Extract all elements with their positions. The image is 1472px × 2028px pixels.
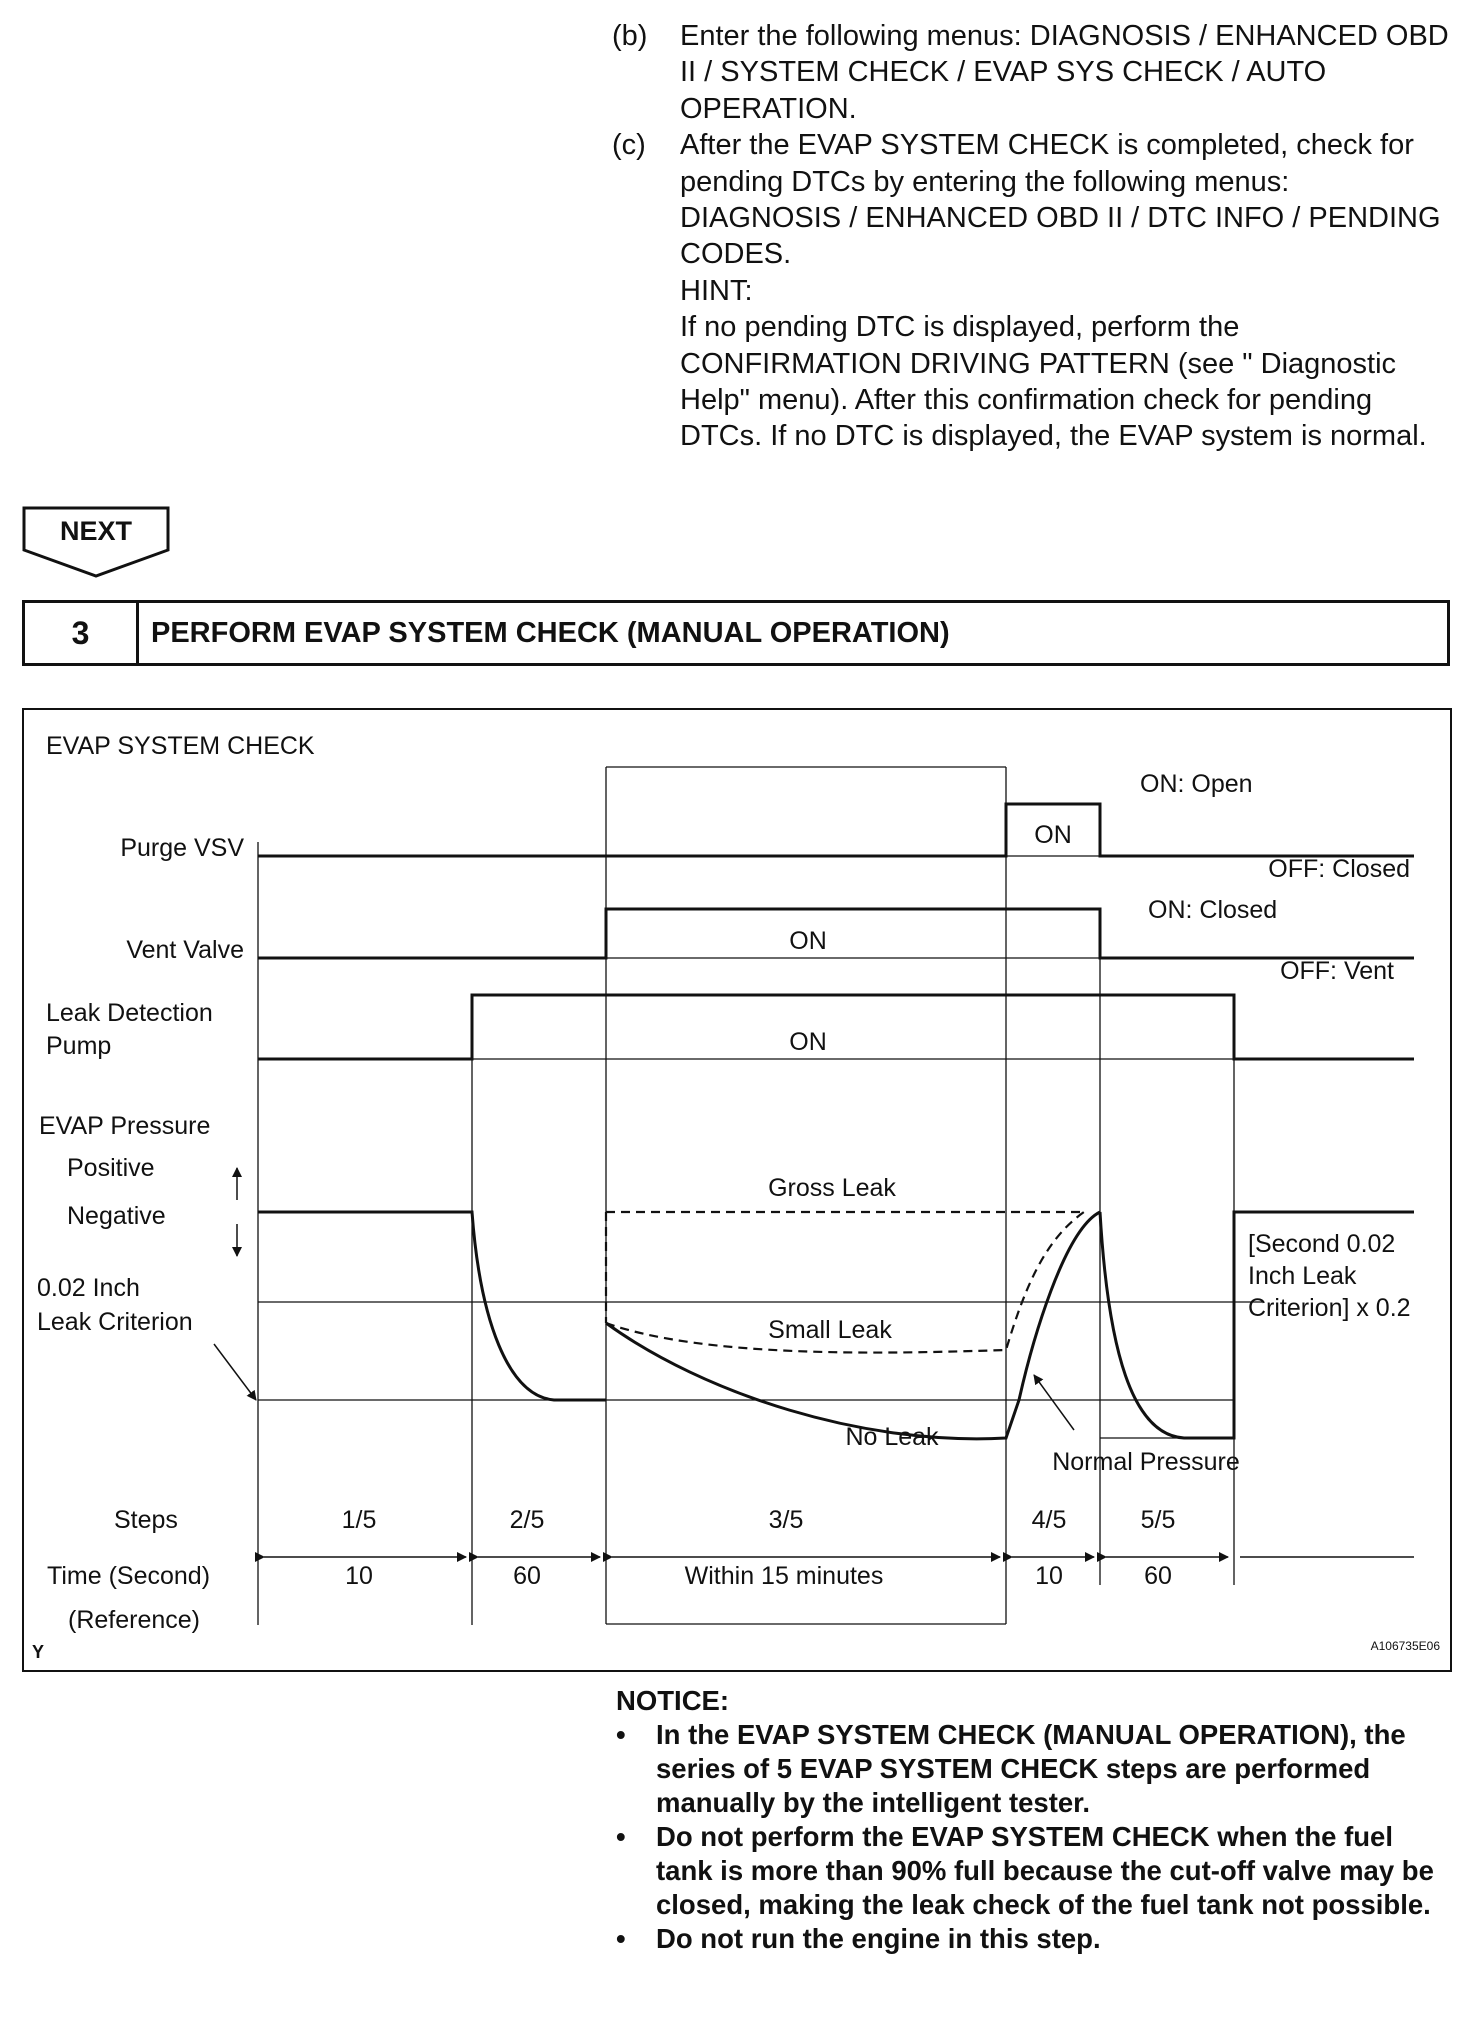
- purge-on-label: ON: [1034, 821, 1072, 849]
- no-leak-label: No Leak: [845, 1423, 939, 1451]
- step-b: [612, 18, 1452, 127]
- step-value: 2/5: [509, 1506, 545, 1534]
- second-criterion-1: [Second 0.02: [1248, 1230, 1396, 1258]
- corner-mark: Y: [32, 1642, 45, 1662]
- section-header: [22, 600, 1450, 666]
- step-value: 3/5: [768, 1506, 804, 1534]
- positive-label: Positive: [67, 1154, 155, 1182]
- negative-label: Negative: [67, 1202, 166, 1230]
- list-item: [616, 1922, 1456, 1956]
- on-open-label: ON: Open: [1140, 770, 1253, 798]
- notice-text: Do not run the engine in this step.: [656, 1923, 1101, 1954]
- step-c: [612, 127, 1452, 455]
- time-value: 10: [1035, 1562, 1063, 1590]
- step-value: 4/5: [1031, 1506, 1067, 1534]
- step-text: Enter the following menus: DIAGNOSIS / ENHANCED OBD II / SYSTEM CHECK / EVAP SYS CHECK / AUTO OPERATION.: [680, 20, 1449, 125]
- list-item: [616, 1820, 1456, 1922]
- vent-valve-label: Vent Valve: [126, 936, 244, 964]
- vent-on-label: ON: [789, 927, 827, 955]
- purge-vsv-label: Purge VSV: [120, 834, 244, 862]
- off-closed-label: OFF: Closed: [1268, 855, 1410, 883]
- criterion-label-2: Leak Criterion: [37, 1308, 193, 1336]
- bullet-icon: •: [616, 1923, 626, 1954]
- next-arrow-icon: [22, 506, 170, 578]
- steps-label: Steps: [114, 1506, 178, 1534]
- on-closed-label: ON: Closed: [1148, 896, 1278, 924]
- diagram-title: EVAP SYSTEM CHECK: [46, 732, 315, 760]
- evap-timing-diagram: [22, 708, 1452, 1672]
- time-label: Time (Second): [47, 1562, 211, 1590]
- pressure-arrows: [214, 1168, 1074, 1430]
- pump-on-label: ON: [789, 1028, 827, 1056]
- time-value: 60: [513, 1562, 541, 1590]
- criterion-label-1: 0.02 Inch: [37, 1274, 140, 1302]
- notice-list: [616, 1718, 1456, 1956]
- section-number: 3: [25, 603, 139, 663]
- hint-label: HINT:: [680, 274, 753, 307]
- small-leak-label: Small Leak: [768, 1316, 892, 1344]
- step-boundaries: [258, 767, 1234, 1625]
- evap-pressure-label: EVAP Pressure: [39, 1112, 211, 1140]
- bullet-icon: •: [616, 1719, 626, 1750]
- pump-label-2: Pump: [46, 1032, 112, 1060]
- step-value: 1/5: [341, 1506, 377, 1534]
- time-value: 10: [345, 1562, 373, 1590]
- time-value: 60: [1144, 1562, 1172, 1590]
- bullet-icon: •: [616, 1821, 626, 1852]
- time-value: Within 15 minutes: [684, 1562, 884, 1590]
- section-title: PERFORM EVAP SYSTEM CHECK (MANUAL OPERATION): [151, 616, 950, 649]
- gross-leak-label: Gross Leak: [768, 1174, 896, 1202]
- pump-label-1: Leak Detection: [46, 999, 213, 1027]
- normal-pressure-label: Normal Pressure: [1052, 1448, 1240, 1476]
- step-text: After the EVAP SYSTEM CHECK is completed, check for pending DTCs by entering the following menus: DIAGNOSIS / ENHANCED OBD II / DTC INFO / PENDING CODES.: [680, 129, 1441, 271]
- reference-label: (Reference): [68, 1606, 200, 1634]
- notice-text: In the EVAP SYSTEM CHECK (MANUAL OPERATION), the series of 5 EVAP SYSTEM CHECK steps are performed manually by the intelligent tester.: [656, 1719, 1406, 1818]
- baselines: [258, 856, 1262, 1438]
- second-criterion-2: Inch Leak: [1248, 1262, 1357, 1290]
- notice-block: [616, 1684, 1456, 1956]
- step-value: 5/5: [1140, 1506, 1176, 1534]
- list-item: [616, 1718, 1456, 1820]
- off-vent-label: OFF: Vent: [1280, 957, 1394, 985]
- second-criterion-3: Criterion] x 0.2: [1248, 1294, 1411, 1322]
- next-button[interactable]: [22, 506, 170, 578]
- pump-signal: [258, 995, 1414, 1059]
- notice-text: Do not perform the EVAP SYSTEM CHECK when the fuel tank is more than 90% full because the cut-off valve may be closed, making the leak check of the fuel tank not possible.: [656, 1821, 1434, 1920]
- procedure-steps: [612, 18, 1452, 455]
- purge-vsv-signal: [258, 804, 1414, 856]
- notice-heading: NOTICE:: [616, 1685, 730, 1716]
- hint-text: If no pending DTC is displayed, perform the CONFIRMATION DRIVING PATTERN (see " Diagnostic Help" menu). After this confirmation check for pending DTCs. If no DTC is displayed, the EVAP system is normal.: [680, 311, 1427, 453]
- figure-code: A106735E06: [1370, 1639, 1440, 1653]
- next-label: NEXT: [59, 516, 133, 546]
- step-label: (c): [612, 129, 646, 162]
- step-label: (b): [612, 20, 648, 52]
